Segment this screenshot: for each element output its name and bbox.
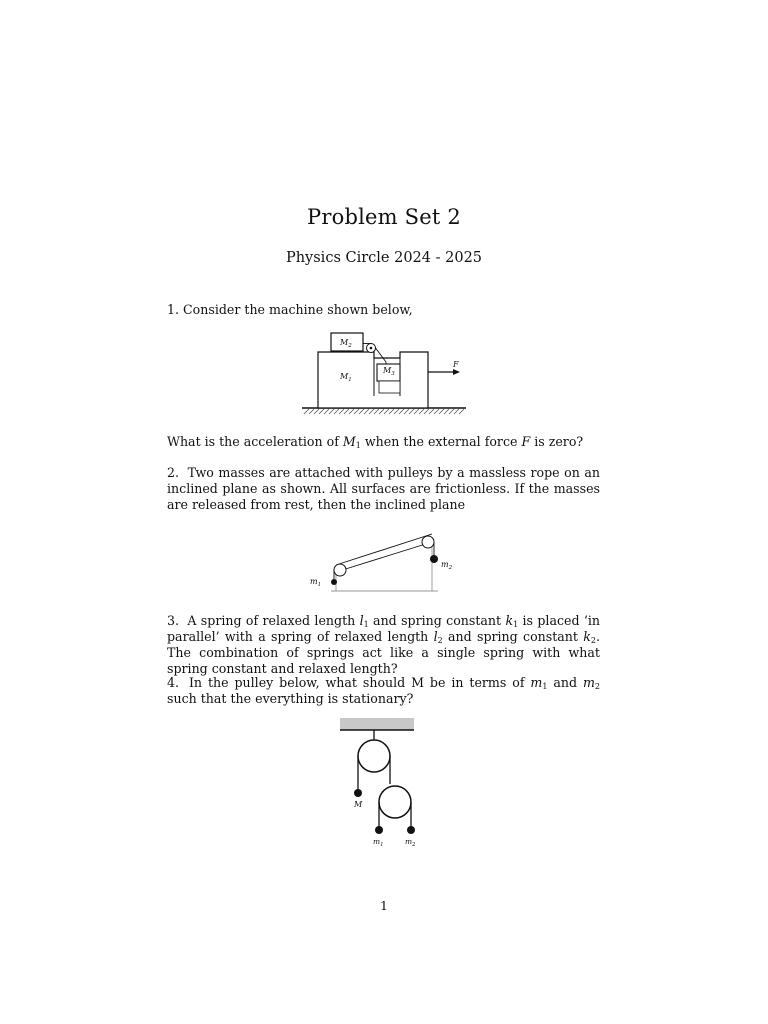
label-m1: $M_1$ (340, 372, 352, 383)
problem-4-figure (336, 716, 426, 852)
pulley-right-icon (422, 536, 434, 548)
mass-m1 (375, 826, 383, 834)
problem-text: Two masses are attached with pulleys by a massless rope on an inclined plane as shown. All surfaces are frictionless. If the masses are released from rest, then the inclined plane (167, 465, 600, 512)
problem-4-text: 4. In the pulley below, what should M be in terms of $m_1$ and $m_2$ such that the everything is stationary? (167, 675, 600, 706)
problem-3-text: 3. A spring of relaxed length $l_1$ and spring constant $k_1$ is placed ‘in parallel’ with a spring of relaxed length $l_2$ and spring constant $k_2$. The combination of springs act like a single spring with what spring constant and relaxed length? (167, 613, 600, 676)
problem-1-figure (300, 328, 468, 420)
page-subtitle: Physics Circle 2024 - 2025 (285, 250, 483, 266)
label-M: M (354, 800, 363, 809)
ground-hatching (304, 409, 464, 414)
ceiling (340, 718, 414, 730)
problem-2-text (167, 465, 600, 513)
pulley-left-icon (334, 564, 346, 576)
problem-1-question: What is the acceleration of $M_1$ when the external force F is zero? (167, 434, 584, 450)
label-m2: $M_2$ (340, 338, 352, 349)
problem-number: 3. (167, 613, 180, 628)
problem-text: Consider the machine shown below, (183, 302, 413, 317)
mass-M (354, 789, 362, 797)
label-m1: $m_1$ (373, 837, 384, 848)
page-number: 1 (380, 898, 388, 913)
label-m3: $M_3$ (383, 366, 395, 377)
label-m1: $m_1$ (310, 577, 322, 588)
label-m2: $m_2$ (441, 560, 453, 571)
page-title: Problem Set 2 (307, 205, 461, 229)
label-force: F (453, 360, 459, 369)
top-pulley-icon (358, 740, 390, 772)
problem-number: 2. (167, 465, 180, 480)
mass-m1 (331, 579, 337, 585)
problem-2-figure (306, 528, 466, 594)
problem-1-intro (167, 302, 600, 318)
problem-number: 1. (167, 302, 180, 317)
mass-m2 (430, 555, 438, 563)
block-m1 (318, 352, 428, 408)
label-m2: $m_2$ (405, 837, 416, 848)
bottom-pulley-icon (379, 786, 411, 818)
incline-line (336, 542, 432, 572)
mass-m2 (407, 826, 415, 834)
problem-number: 4. (167, 675, 180, 690)
